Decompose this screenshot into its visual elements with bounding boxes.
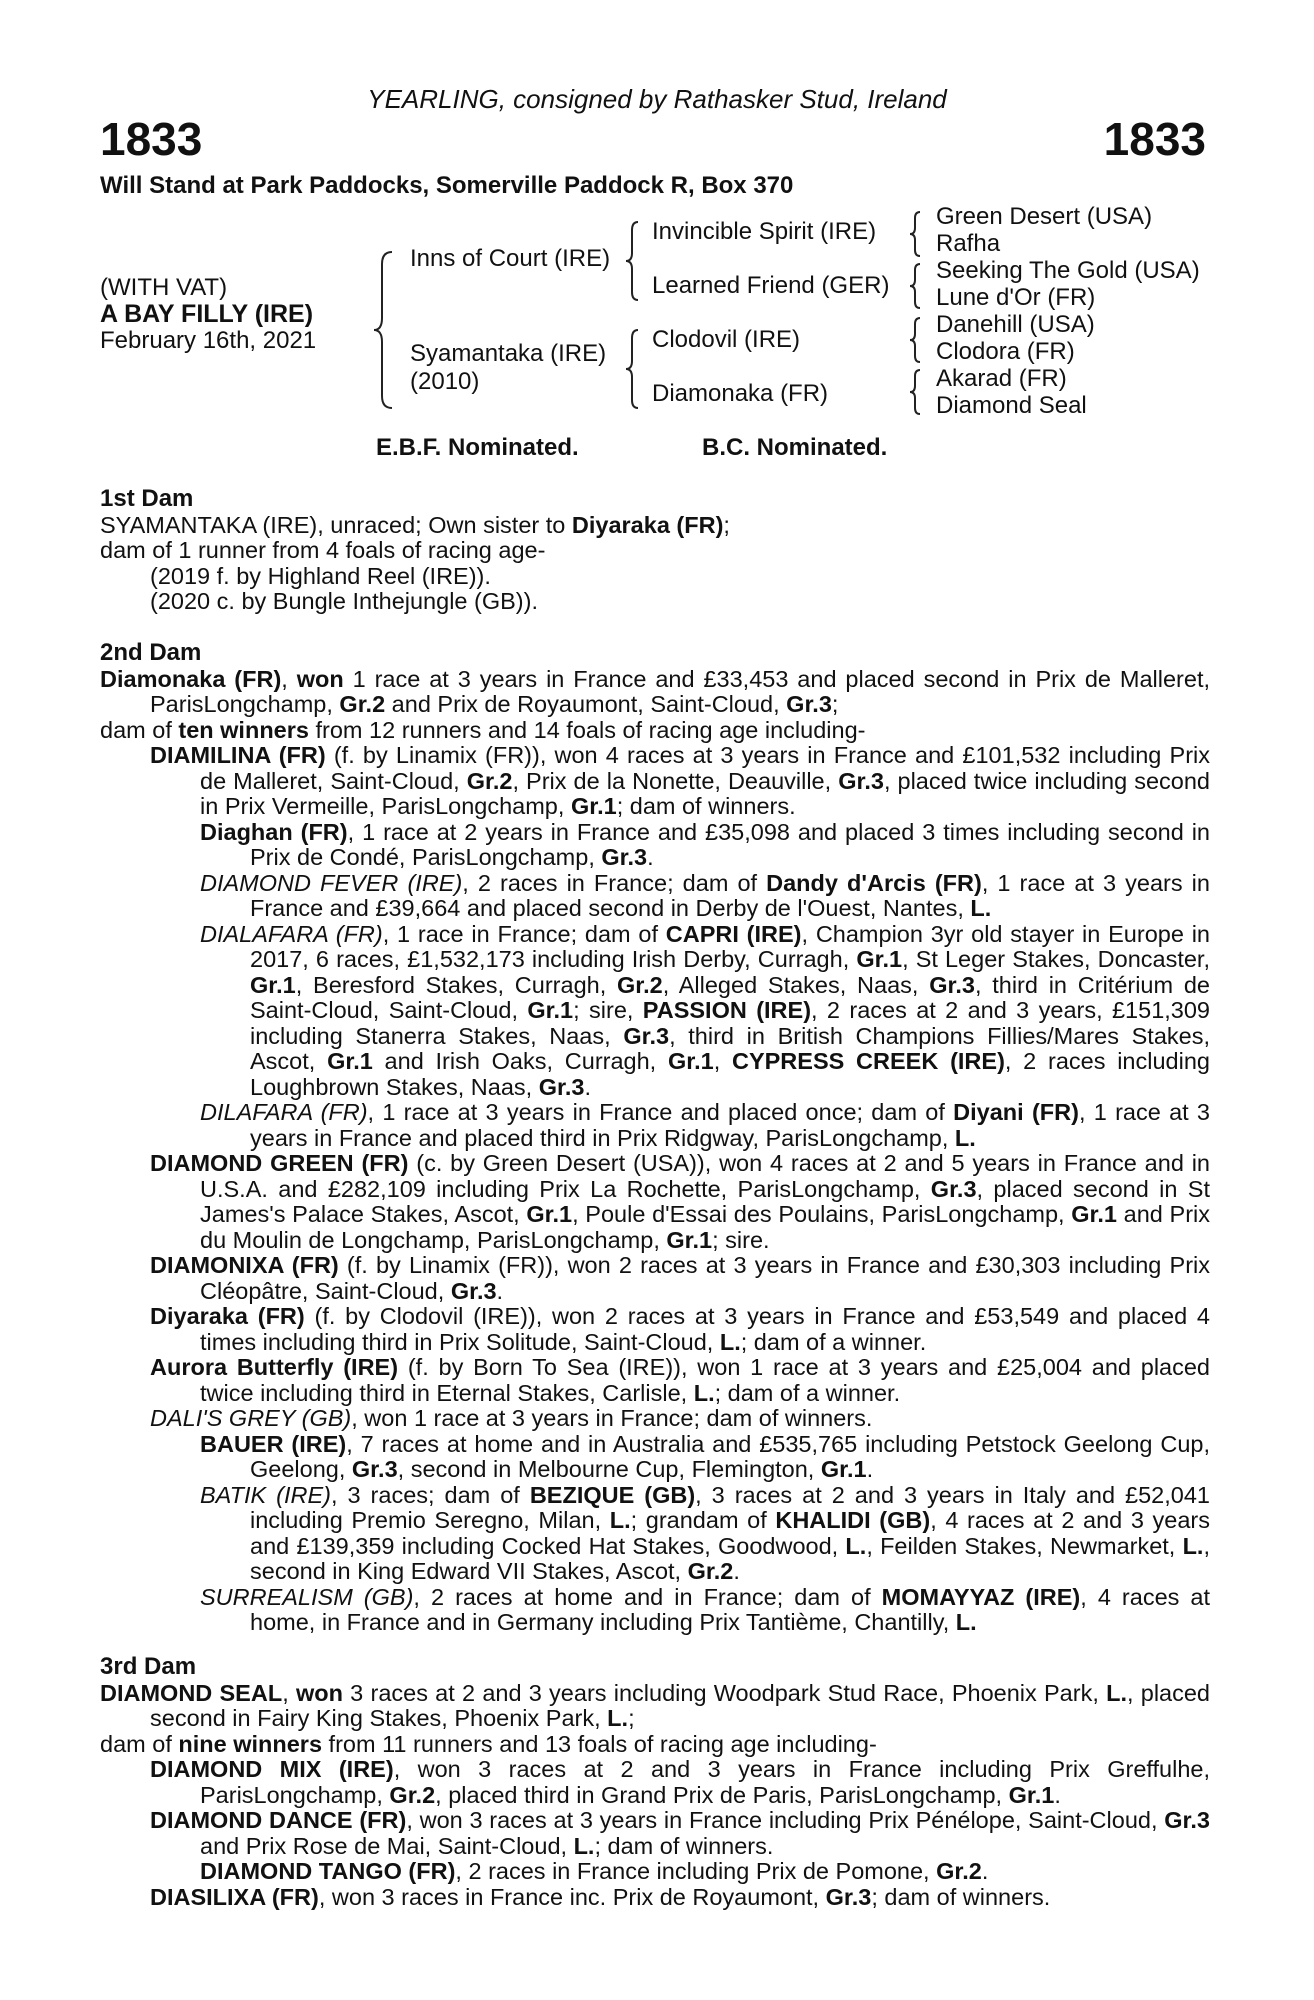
- produce-entry: [100, 1859, 1210, 1885]
- text-run: , second in Melbourne Cup, Flemington,: [397, 1456, 821, 1482]
- bold-text: Gr.3: [601, 844, 648, 870]
- pedigree-g1: Green Desert (USA): [936, 203, 1153, 230]
- pedigree-sire-dam: Learned Friend (GER): [652, 272, 890, 299]
- text-run: , 1 race at 2 years in France and £35,098 and placed 3 times including second in Prix de Condé, ParisLongchamp,: [250, 818, 1210, 870]
- first-dam-line: [100, 513, 1210, 539]
- bold-text: Gr.1: [667, 1048, 714, 1074]
- third-dam-heading: 3rd Dam: [100, 1653, 197, 1680]
- bold-text: KHALIDI (GB): [775, 1507, 931, 1533]
- text-run: .: [584, 1073, 591, 1100]
- text-run: from 11 runners and 13 foals of racing age including-: [322, 1730, 877, 1757]
- text-run: , 1 race at 3 years in France and £39,664 and placed second in Derby de l'Ouest, Nantes,: [250, 869, 1210, 921]
- bold-text: L.: [954, 1124, 976, 1151]
- bold-text: won: [295, 1679, 343, 1706]
- bold-text: Gr.3: [538, 1073, 585, 1100]
- bold-text: DIAMILINA (FR): [150, 742, 326, 768]
- text-run: ;: [723, 511, 730, 538]
- bold-text: Gr.1: [570, 793, 617, 819]
- first-dam-foals: [100, 564, 1210, 615]
- bold-text: L.: [573, 1832, 595, 1859]
- text-run: ;: [628, 1705, 635, 1731]
- text-run: dam of 1 runner from 4 foals of racing age-: [100, 537, 546, 563]
- bold-text: L.: [693, 1379, 715, 1406]
- bold-text: Gr.1: [1008, 1781, 1055, 1808]
- text-run: .: [866, 1456, 874, 1482]
- text-run: , Poule d'Essai des Poulains, ParisLongchamp,: [572, 1201, 1072, 1227]
- text-run: , 2 races in France including Prix de Pomone,: [455, 1858, 937, 1884]
- text-run: , 1 race at 3 years in France and placed third in Prix Ridgway, ParisLongchamp,: [250, 1099, 1211, 1151]
- stand-location: Will Stand at Park Paddocks, Somerville Paddock R, Box 370: [100, 172, 794, 199]
- bold-text: CYPRESS CREEK (IRE): [731, 1048, 1005, 1074]
- text-run: , third in Critérium de Saint-Cloud, Saint-Cloud,: [250, 971, 1210, 1023]
- bold-text: Gr.2: [687, 1558, 734, 1584]
- vat-note: (WITH VAT): [100, 274, 228, 301]
- bold-text: Diyaraka (FR): [571, 511, 724, 538]
- text-run: , Feilden Stakes, Newmarket,: [866, 1532, 1183, 1559]
- pedigree-g2: Rafha: [936, 230, 1001, 257]
- text-run: and Prix Rose de Mai, Saint-Cloud,: [200, 1832, 574, 1859]
- text-run: , 1 race in France; dam of: [382, 920, 666, 947]
- text-run: ,: [281, 665, 297, 692]
- text-run: , placed second in St James's Palace Stakes, Ascot,: [200, 1175, 1210, 1227]
- first-dam-line: [100, 538, 1210, 564]
- text-run: dam of: [100, 1730, 179, 1757]
- bold-text: Dandy d'Arcis (FR): [766, 869, 982, 896]
- bold-text: Diaghan (FR): [200, 818, 348, 845]
- pedigree-brace-sire: [624, 220, 642, 302]
- pedigree-sire-sire: Invincible Spirit (IRE): [652, 218, 877, 245]
- text-run: , 2 races including Loughbrown Stakes, Naas,: [250, 1048, 1210, 1100]
- produce-entry: [100, 1151, 1210, 1253]
- pedigree-brace-g1: [908, 210, 924, 258]
- italic-text: SURREALISM (GB): [200, 1583, 414, 1610]
- bold-text: Gr.3: [930, 1175, 977, 1202]
- text-run: ; dam of winners.: [871, 1883, 1051, 1910]
- text-run: ,: [282, 1679, 296, 1706]
- text-run: and Irish Oaks, Curragh,: [372, 1048, 668, 1074]
- produce-entry: [100, 1253, 1210, 1304]
- italic-text: DIAMOND FEVER (IRE): [200, 869, 463, 896]
- text-run: , St Leger Stakes, Doncaster,: [902, 946, 1210, 972]
- bold-text: DIAMOND TANGO (FR): [200, 1858, 456, 1884]
- text-run: .: [733, 1558, 740, 1584]
- pedigree-g5: Danehill (USA): [936, 311, 1095, 338]
- foal-entry: (2020 c. by Bungle Inthejungle (GB)).: [150, 588, 538, 614]
- produce-entry: [100, 1483, 1210, 1585]
- pedigree-brace-dam: [624, 328, 642, 410]
- bold-text: DIAMOND SEAL: [100, 1679, 283, 1706]
- ebf-nomination: E.B.F. Nominated.: [376, 434, 579, 461]
- pedigree-brace-main: [372, 250, 396, 410]
- pedigree-sire: Inns of Court (IRE): [410, 245, 611, 272]
- text-run: 3 races at 2 and 3 years including Woodpark Stud Race, Phoenix Park,: [342, 1679, 1107, 1706]
- text-run: ; dam of a winner.: [740, 1328, 927, 1355]
- bold-text: BAUER (IRE): [200, 1430, 347, 1457]
- bold-text: L.: [970, 895, 992, 921]
- pedigree-g7: Akarad (FR): [936, 365, 1067, 392]
- produce-entry: [100, 1885, 1210, 1911]
- text-run: ; dam of winners.: [616, 793, 796, 819]
- foal-entry: (2019 f. by Highland Reel (IRE)).: [150, 562, 491, 589]
- text-run: and Prix du Moulin de Longchamp, ParisLongchamp,: [200, 1201, 1210, 1253]
- text-run: ,: [713, 1048, 732, 1074]
- horse-name: A BAY FILLY (IRE): [100, 300, 314, 328]
- pedigree-dam-sire: Clodovil (IRE): [652, 326, 801, 353]
- text-run: ; grandam of: [630, 1507, 776, 1533]
- produce-entry: [100, 1808, 1210, 1859]
- text-run: , second in King Edward VII Stakes, Ascot,: [250, 1532, 1210, 1584]
- bold-text: Diyaraka (FR): [150, 1303, 305, 1329]
- bold-text: Gr.1: [1071, 1201, 1117, 1227]
- text-run: dam of: [100, 716, 179, 743]
- produce-entry: [100, 718, 1210, 744]
- bold-text: Gr.3: [351, 1456, 398, 1482]
- text-run: , 2 races in France; dam of: [462, 869, 767, 896]
- produce-entry: [100, 667, 1210, 718]
- bold-text: Gr.3: [838, 767, 884, 794]
- text-run: (c. by Green Desert (USA)), won 4 races at 2 and 5 years in France and in U.S.A. and £282,109 including Prix La Rochette, ParisLongchamp,: [200, 1150, 1210, 1202]
- text-run: , Champion 3yr old stayer in Europe in 2017, 6 races, £1,532,173 including Irish Derby, Curragh,: [250, 920, 1210, 972]
- text-run: ; sire,: [573, 997, 643, 1023]
- lot-number-left: 1833: [100, 113, 203, 165]
- first-dam-heading: 1st Dam: [100, 485, 194, 512]
- text-run: (f. by Linamix (FR)), won 4 races at 3 years in France and £101,532 including Prix de Malleret, Saint-Cloud,: [200, 742, 1210, 794]
- text-run: , won 3 races in France inc. Prix de Royaumont,: [318, 1883, 826, 1910]
- produce-entry: [100, 922, 1210, 1101]
- first-dam-section: [100, 486, 1210, 615]
- bold-text: PASSION (IRE): [642, 997, 812, 1023]
- text-run: , placed second in Fairy King Stakes, Phoenix Park,: [150, 1679, 1210, 1731]
- bold-text: L.: [955, 1609, 977, 1635]
- bold-text: DIAMOND MIX (IRE): [150, 1756, 394, 1782]
- bold-text: Diamonaka (FR): [100, 665, 282, 692]
- bold-text: Aurora Butterfly (IRE): [150, 1354, 399, 1380]
- bold-text: Gr.1: [527, 997, 574, 1023]
- text-run: .: [981, 1858, 989, 1884]
- pedigree-dam-year: (2010): [410, 368, 480, 395]
- pedigree-g4: Lune d'Or (FR): [936, 284, 1096, 311]
- bold-text: CAPRI (IRE): [665, 920, 802, 947]
- bold-text: ten winners: [178, 716, 309, 743]
- produce-entry: [100, 820, 1210, 871]
- bold-text: L.: [1182, 1532, 1204, 1559]
- bold-text: L.: [607, 1705, 629, 1731]
- bold-text: L.: [609, 1507, 631, 1533]
- text-run: ; sire.: [712, 1226, 770, 1253]
- produce-entry: [100, 871, 1210, 922]
- bold-text: L.: [1106, 1679, 1127, 1706]
- bold-text: BEZIQUE (GB): [529, 1481, 696, 1508]
- bold-text: Gr.3: [1164, 1807, 1210, 1833]
- text-run: , Prix de la Nonette, Deauville,: [512, 767, 839, 794]
- third-dam-body: [100, 1681, 1210, 1911]
- pedigree-dam-dam: Diamonaka (FR): [652, 380, 829, 407]
- bold-text: Gr.2: [617, 971, 663, 998]
- italic-text: DILAFARA (FR): [200, 1099, 368, 1125]
- text-run: from 12 runners and 14 foals of racing age including-: [308, 716, 866, 743]
- bold-text: Gr.3: [450, 1277, 497, 1304]
- italic-text: BATIK (IRE): [200, 1481, 331, 1508]
- text-run: , third in British Champions Fillies/Mares Stakes, Ascot,: [250, 1022, 1210, 1074]
- second-dam-heading: 2nd Dam: [100, 639, 202, 666]
- bold-text: won: [296, 665, 344, 692]
- bold-text: DIAMOND GREEN (FR): [150, 1150, 409, 1176]
- pedigree-g6: Clodora (FR): [936, 338, 1075, 365]
- text-run: , 2 races at home and in France; dam of: [413, 1583, 882, 1610]
- text-run: , won 1 race at 3 years in France; dam of winners.: [351, 1405, 873, 1431]
- bc-nomination: B.C. Nominated.: [702, 434, 888, 461]
- italic-text: DIALAFARA (FR): [200, 920, 383, 947]
- text-run: .: [647, 844, 654, 870]
- text-run: , 1 race at 3 years in France and placed once; dam of: [367, 1099, 954, 1125]
- text-run: , 3 races; dam of: [330, 1481, 530, 1508]
- bold-text: nine winners: [178, 1730, 323, 1757]
- bold-text: DIASILIXA (FR): [150, 1883, 319, 1910]
- produce-entry: [100, 1757, 1210, 1808]
- text-run: 1 race at 3 years in France and £33,453 and placed second in Prix de Malleret, ParisLongchamp,: [150, 665, 1211, 717]
- produce-entry: [100, 1355, 1210, 1406]
- text-run: ;: [831, 691, 839, 717]
- text-run: , placed third in Grand Prix de Paris, ParisLongchamp,: [435, 1781, 1009, 1808]
- bold-text: Gr.1: [666, 1226, 713, 1253]
- produce-entry: [100, 1681, 1210, 1732]
- second-dam-section: [100, 640, 1210, 1636]
- bold-text: Gr.3: [623, 1022, 670, 1049]
- text-run: ; dam of winners.: [594, 1832, 774, 1859]
- text-run: .: [496, 1277, 504, 1304]
- italic-text: DALI'S GREY (GB): [150, 1405, 352, 1431]
- bold-text: L.: [719, 1328, 741, 1355]
- bold-text: Gr.1: [856, 946, 903, 972]
- text-run: , placed twice including second in Prix Vermeille, ParisLongchamp,: [200, 767, 1210, 819]
- second-dam-body: [100, 667, 1210, 1636]
- bold-text: DIAMONIXA (FR): [150, 1252, 339, 1278]
- lot-number-right: 1833: [1103, 113, 1206, 165]
- bold-text: MOMAYYAZ (IRE): [881, 1583, 1081, 1610]
- produce-entry: [100, 1406, 1210, 1432]
- text-run: (f. by Linamix (FR)), won 2 races at 3 years in France and £30,303 including Prix Cléopâtre, Saint-Cloud,: [200, 1252, 1210, 1304]
- pedigree-brace-g2: [908, 262, 924, 310]
- text-run: , 2 races at 2 and 3 years, £151,309 including Stanerra Stakes, Naas,: [250, 997, 1211, 1049]
- pedigree-g8: Diamond Seal: [936, 392, 1087, 419]
- bold-text: Diyani (FR): [953, 1099, 1079, 1125]
- bold-text: Gr.2: [339, 691, 386, 717]
- first-dam-body: [100, 513, 1210, 564]
- text-run: , won 3 races at 3 years in France including Prix Pénélope, Saint-Cloud,: [406, 1807, 1165, 1833]
- produce-entry: [100, 1432, 1210, 1483]
- bold-text: Gr.2: [389, 1781, 436, 1808]
- pedigree-g3: Seeking The Gold (USA): [936, 257, 1200, 284]
- text-run: , 3 races at 2 and 3 years in Italy and £52,041 including Premio Seregno, Milan,: [250, 1481, 1210, 1533]
- produce-entry: [100, 1100, 1210, 1151]
- produce-entry: [100, 1732, 1210, 1758]
- text-run: .: [1054, 1781, 1061, 1808]
- text-run: , Alleged Stakes, Naas,: [662, 971, 930, 998]
- bold-text: Gr.3: [786, 691, 832, 717]
- text-run: ; dam of a winner.: [714, 1379, 901, 1406]
- bold-text: DIAMOND DANCE (FR): [150, 1807, 407, 1833]
- consignor-line: YEARLING, consigned by Rathasker Stud, Ireland: [367, 84, 947, 114]
- produce-entry: [100, 1585, 1210, 1636]
- third-dam-section: [100, 1654, 1210, 1910]
- pedigree-brace-g3: [908, 316, 924, 364]
- text-run: and Prix de Royaumont, Saint-Cloud,: [385, 691, 787, 717]
- text-run: , won 3 races at 2 and 3 years in France including Prix Greffulhe, ParisLongchamp,: [200, 1756, 1210, 1808]
- bold-text: Gr.2: [466, 767, 513, 794]
- produce-entry: [100, 1304, 1210, 1355]
- text-run: SYAMANTAKA (IRE), unraced; Own sister to: [100, 511, 572, 538]
- bold-text: Gr.1: [327, 1048, 373, 1074]
- text-run: , 4 races at home, in France and in Germany including Prix Tantième, Chantilly,: [250, 1583, 1211, 1635]
- produce-entry: [100, 743, 1210, 820]
- pedigree-dam: Syamantaka (IRE): [410, 340, 607, 367]
- text-run: , 4 races at 2 and 3 years and £139,359 including Cocked Hat Stakes, Goodwood,: [250, 1507, 1210, 1559]
- foaling-date: February 16th, 2021: [100, 327, 317, 354]
- bold-text: Gr.3: [825, 1883, 872, 1910]
- text-run: , 7 races at home and in Australia and £535,765 including Petstock Geelong Cup, Geelong,: [250, 1430, 1210, 1482]
- bold-text: Gr.1: [250, 971, 296, 998]
- text-run: (f. by Born To Sea (IRE)), won 1 race at 3 years and £25,004 and placed twice including third in Eternal Stakes, Carlisle,: [200, 1354, 1210, 1406]
- bold-text: Gr.3: [929, 971, 975, 998]
- bold-text: Gr.1: [526, 1201, 573, 1227]
- bold-text: Gr.1: [820, 1456, 867, 1482]
- bold-text: L.: [845, 1532, 867, 1559]
- text-run: , Beresford Stakes, Curragh,: [295, 971, 618, 998]
- text-run: (f. by Clodovil (IRE)), won 2 races at 3 years in France and £53,549 and placed 4 times including third in Prix Solitude, Saint-Cloud,: [200, 1303, 1210, 1355]
- bold-text: Gr.2: [936, 1858, 982, 1884]
- pedigree-brace-g4: [908, 368, 924, 416]
